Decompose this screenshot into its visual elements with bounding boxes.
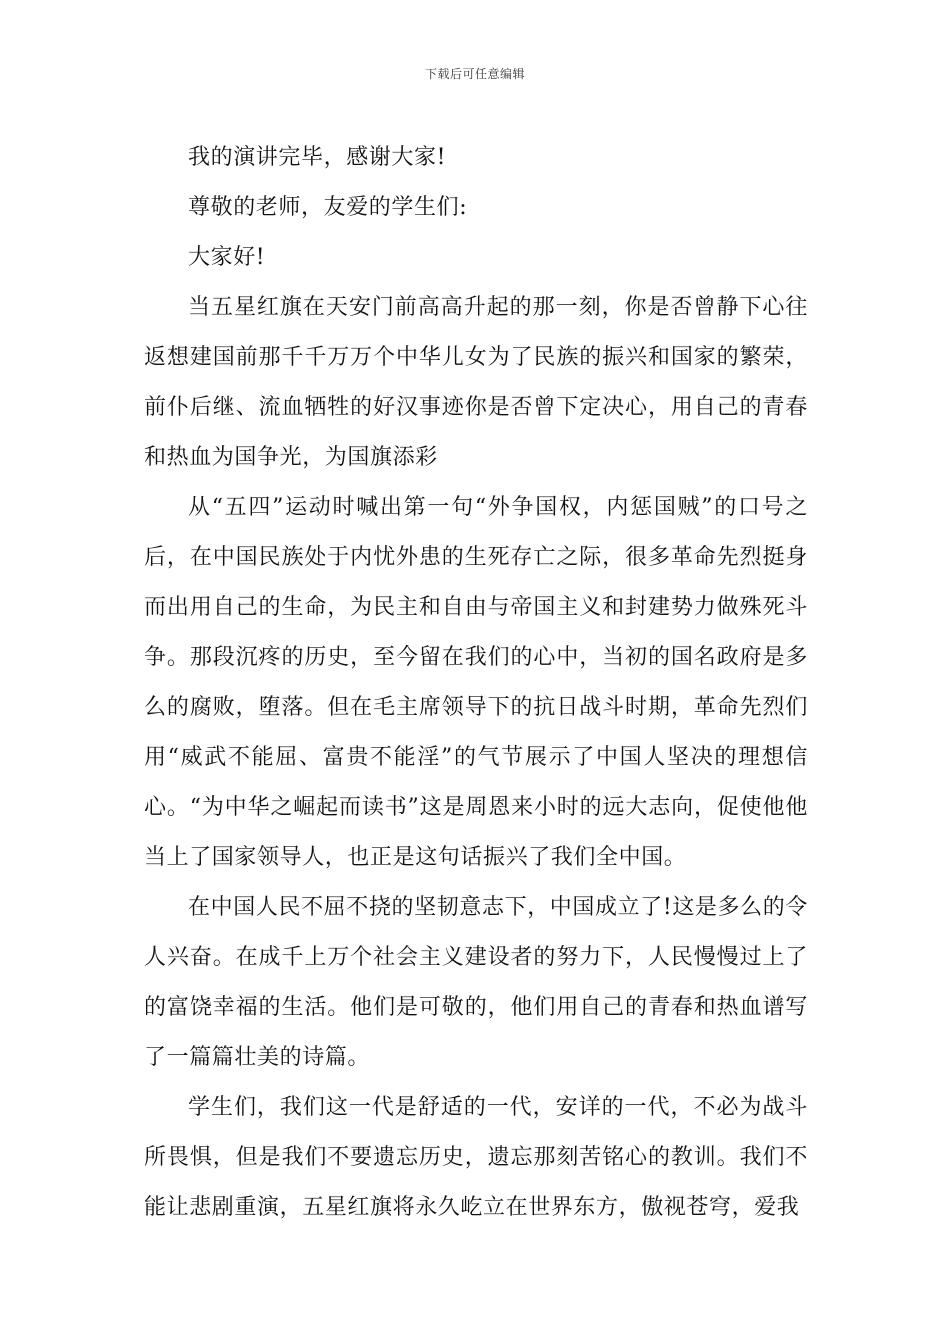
paragraph-closing: 我的演讲完毕，感谢大家! [188, 145, 447, 170]
paragraph-salutation: 尊敬的老师，友爱的学生们: [188, 195, 468, 220]
paragraph-flag: 当五星红旗在天安门前高高升起的那一刻，你是否曾静下心往返想建国前那千千万万个中华儿女为了民族的振兴和国家的繁荣，前仆后继、流血牺牲的好汉事迹你是否曾下定决心，用自己的青春和热血为国争光，为国旗添彩 [144, 295, 808, 470]
paragraph-greeting: 大家好! [188, 245, 266, 270]
paragraph-students: 学生们，我们这一代是舒适的一代，安详的一代，不必为战斗所畏惧，但是我们不要遗忘历史，遗忘那刻苦铭心的教训。我们不能让悲剧重演，五星红旗将永久屹立在世界东方，傲视苍穹，爱我 [144, 1095, 808, 1220]
paragraph-history: 从“五四”运动时喊出第一句“外争国权，内惩国贼”的口号之后，在中国民族处于内忧外患的生死存亡之际，很多革命先烈挺身而出用自己的生命，为民主和自由与帝国主义和封建势力做殊死斗争。那段沉疼的历史，至今留在我们的心中，当初的国名政府是多么的腐败，堕落。但在毛主席领导下的抗日战斗时期，革命先烈们用“威武不能屈、富贵不能淫”的气节展示了中国人坚决的理想信心。“为中华之崛起而读书”这是周恩来小时的远大志向，促使他他当上了国家领导人，也正是这句话振兴了我们全中国。 [144, 495, 808, 870]
document-body [144, 133, 808, 1233]
paragraph-founding: 在中国人民不屈不挠的坚韧意志下，中国成立了!这是多么的令人兴奋。在成千上万个社会主义建设者的努力下，人民慢慢过上了的富饶幸福的生活。他们是可敬的，他们用自己的青春和热血谱写了一篇篇壮美的诗篇。 [144, 895, 808, 1070]
page-header: 下载后可任意编辑 [424, 67, 525, 81]
